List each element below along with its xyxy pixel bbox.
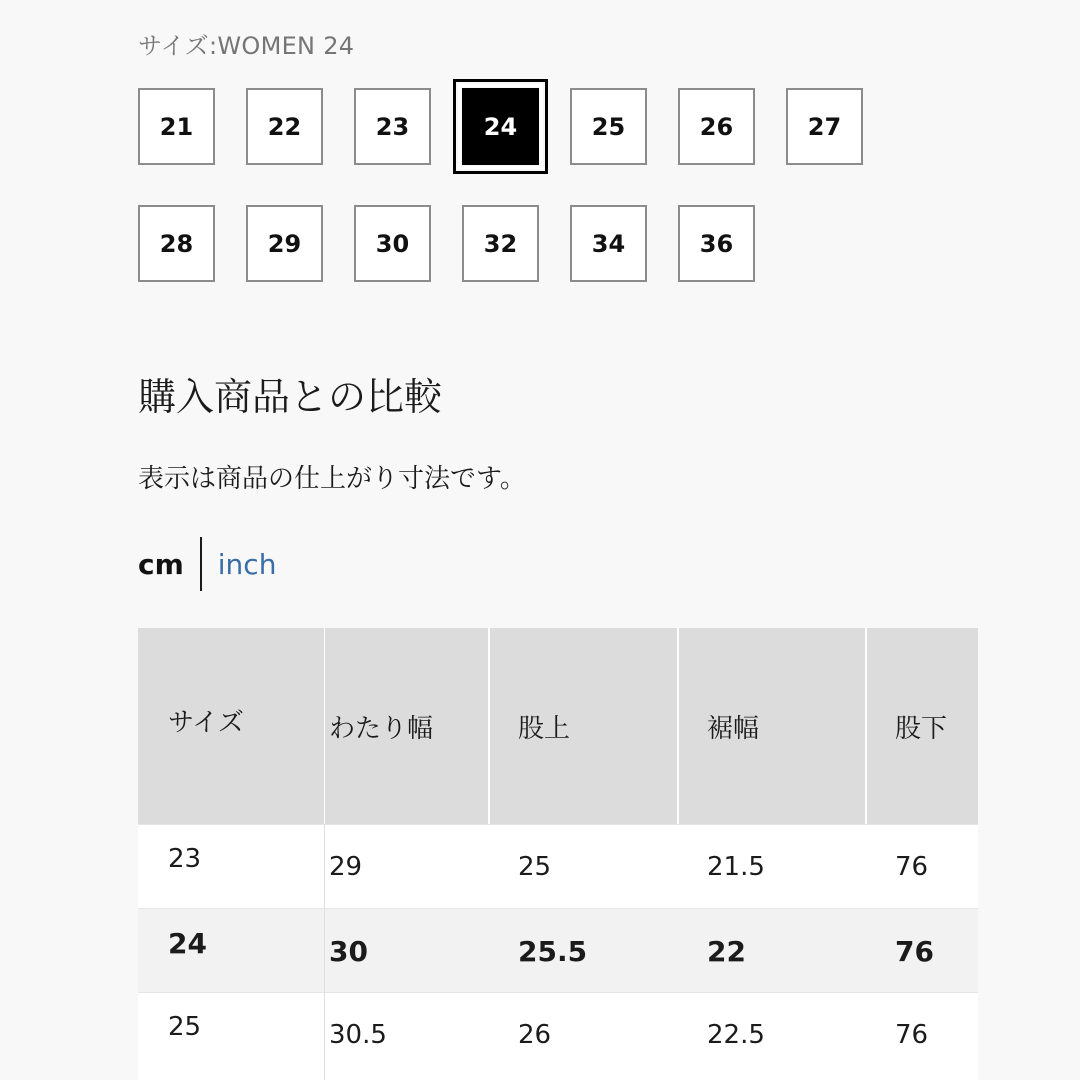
size-option-32[interactable]: 32	[462, 205, 539, 282]
unit-toggle	[138, 536, 276, 592]
header-hem-width-label: 裾幅	[707, 713, 760, 744]
header-hem-width	[679, 628, 865, 824]
size-option-27[interactable]: 27	[786, 88, 863, 165]
cell-inseam: 76	[895, 852, 929, 882]
size-option-21[interactable]: 21	[138, 88, 215, 165]
cell-thigh-width: 29	[329, 852, 363, 882]
cell-size: 25	[168, 1012, 202, 1042]
cell-thigh-width: 30.5	[329, 1020, 387, 1050]
table-row-highlighted	[138, 908, 978, 992]
cell-rise: 26	[518, 1020, 552, 1050]
cell-hem-width: 22	[707, 934, 746, 968]
table-header	[138, 628, 978, 824]
header-size	[138, 628, 324, 824]
size-option-26[interactable]: 26	[678, 88, 755, 165]
header-thigh-width	[325, 628, 488, 824]
size-option-23[interactable]: 23	[354, 88, 431, 165]
header-rise	[490, 628, 677, 824]
unit-inch-link[interactable]: inch	[217, 547, 277, 581]
table-row	[138, 824, 978, 908]
size-option-36[interactable]: 36	[678, 205, 755, 282]
column-divider	[324, 824, 325, 1080]
unit-divider	[200, 537, 202, 591]
cell-size: 24	[168, 926, 207, 960]
cell-thigh-width: 30	[329, 934, 368, 968]
cell-inseam: 76	[895, 934, 934, 968]
comparison-note: 表示は商品の仕上がり寸法です。	[138, 464, 526, 494]
size-option-24-selected[interactable]: 24	[462, 88, 539, 165]
cell-rise: 25	[518, 852, 552, 882]
header-thigh-width-label: わたり幅	[329, 713, 434, 744]
header-inseam-label: 股下	[895, 713, 948, 744]
size-option-25[interactable]: 25	[570, 88, 647, 165]
table-row	[138, 992, 978, 1076]
size-comparison-table	[138, 628, 978, 1080]
header-size-label: サイズ	[168, 707, 244, 738]
header-rise-label: 股上	[518, 713, 571, 744]
size-option-34[interactable]: 34	[570, 205, 647, 282]
size-option-30[interactable]: 30	[354, 205, 431, 282]
size-option-28[interactable]: 28	[138, 205, 215, 282]
size-selection-label: サイズ:WOMEN 24	[138, 32, 355, 60]
cell-hem-width: 22.5	[707, 1020, 765, 1050]
cell-rise: 25.5	[518, 934, 588, 968]
header-inseam	[867, 628, 978, 824]
cell-size: 23	[168, 844, 202, 874]
size-option-29[interactable]: 29	[246, 205, 323, 282]
cell-hem-width: 21.5	[707, 852, 765, 882]
size-option-22[interactable]: 22	[246, 88, 323, 165]
unit-cm-option[interactable]: cm	[138, 547, 184, 581]
comparison-title: 購入商品との比較	[138, 375, 443, 419]
cell-inseam: 76	[895, 1020, 929, 1050]
